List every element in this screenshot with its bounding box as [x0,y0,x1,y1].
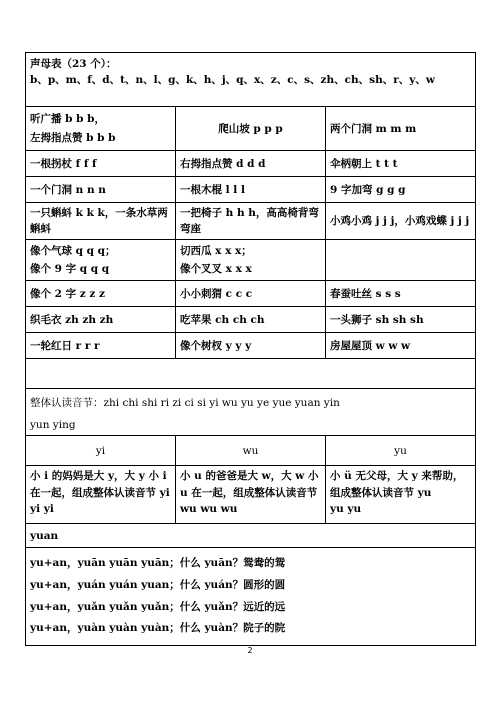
header-yu: yu [326,436,476,466]
table-row [26,281,476,307]
yuan-cell [26,548,476,646]
header-yi: yi [26,436,176,466]
table-row [26,240,476,281]
table-row [26,177,476,203]
page [25,52,475,646]
cell-y: 像个树杈 y y y [176,333,326,359]
table-row [26,203,476,240]
initials-list: b、p、m、f、d、t、n、l、g、k、h、j、q、x、z、c、s、zh、ch、sh、r、y、w [30,74,435,86]
cell-x: 切西瓜 x x x； 像个叉叉 x x x [176,240,326,281]
yuan-line-3: yu+an，yuǎn yuǎn yuǎn；什么 yuǎn？远近的远 [30,601,286,613]
spacer-cell [26,359,476,389]
yuan-label: yuan [26,524,476,548]
cell-r: 一轮红日 r r r [26,333,176,359]
cell-m: 两个门洞 m m m [326,107,476,151]
cell-z: 像个 2 字 z z z [26,281,176,307]
cell-c: 小小刺猬 c c c [176,281,326,307]
cell-w: 房屋屋顶 w w w [326,333,476,359]
cell-k: 一只蝌蚪 k k k，一条水草两蝌蚪 [26,203,176,240]
zhengti-row [26,389,476,436]
cell-h: 一把椅子 h h h，高高椅背弯弯座 [176,203,326,240]
ywy-header-row [26,436,476,466]
cell-g: 9 字加弯 g g g [326,177,476,203]
yuan-line-4: yu+an，yuàn yuàn yuàn；什么 yuàn？院子的院 [30,622,286,634]
initials-header-cell [26,53,476,107]
cell-l: 一根木棍 l l l [176,177,326,203]
cell-yu: 小 ü 无父母，大 y 来帮助，组成整体认读音节 yu yu yu [326,466,476,524]
phonics-table [25,52,476,646]
cell-j: 小鸡小鸡 j j j，小鸡戏蝶 j j j [326,203,476,240]
cell-s: 春蚕吐丝 s s s [326,281,476,307]
cell-zh: 织毛衣 zh zh zh [26,307,176,333]
cell-wu: 小 u 的爸爸是大 w，大 w 小 u 在一起，组成整体认读音节 wu wu wu [176,466,326,524]
cell-f: 一根拐杖 f f f [26,151,176,177]
ywy-row [26,466,476,524]
yuan-line-2: yu+an，yuán yuán yuan；什么 yuán？圆形的圆 [30,579,286,591]
cell-sh: 一头狮子 sh sh sh [326,307,476,333]
spacer-row [26,359,476,389]
cell-b: 听广播 b b b， 左拇指点赞 b b b [26,107,176,151]
yuan-line-1: yu+an，yuān yuān yuān；什么 yuān？鸳鸯的鸳 [30,557,286,569]
zhengti-line-2: yun ying [30,419,76,431]
cell-n: 一个门洞 n n n [26,177,176,203]
table-row [26,307,476,333]
yuan-row [26,548,476,646]
cell-yi: 小 i 的妈妈是大 y，大 y 小 i 在一起，组成整体认读音节 yi yi yi [26,466,176,524]
cell-d: 右拇指点赞 d d d [176,151,326,177]
cell-q: 像个气球 q q q； 像个 9 字 q q q [26,240,176,281]
zhengti-cell [26,389,476,436]
table-row [26,151,476,177]
cell-p: 爬山坡 p p p [176,107,326,151]
table-row [26,333,476,359]
yuan-label-row [26,524,476,548]
zhengti-line-1: 整体认读音节：zhi chi shi ri zi ci si yi wu yu ye yue yuan yin [30,397,340,409]
header-row [26,53,476,107]
cell-ch: 吃苹果 ch ch ch [176,307,326,333]
table-row [26,107,476,151]
cell-empty [326,240,476,281]
cell-t: 伞柄朝上 t t t [326,151,476,177]
page-number: 2 [247,646,253,655]
header-wu: wu [176,436,326,466]
initials-title: 声母表（23 个）： [30,58,117,70]
